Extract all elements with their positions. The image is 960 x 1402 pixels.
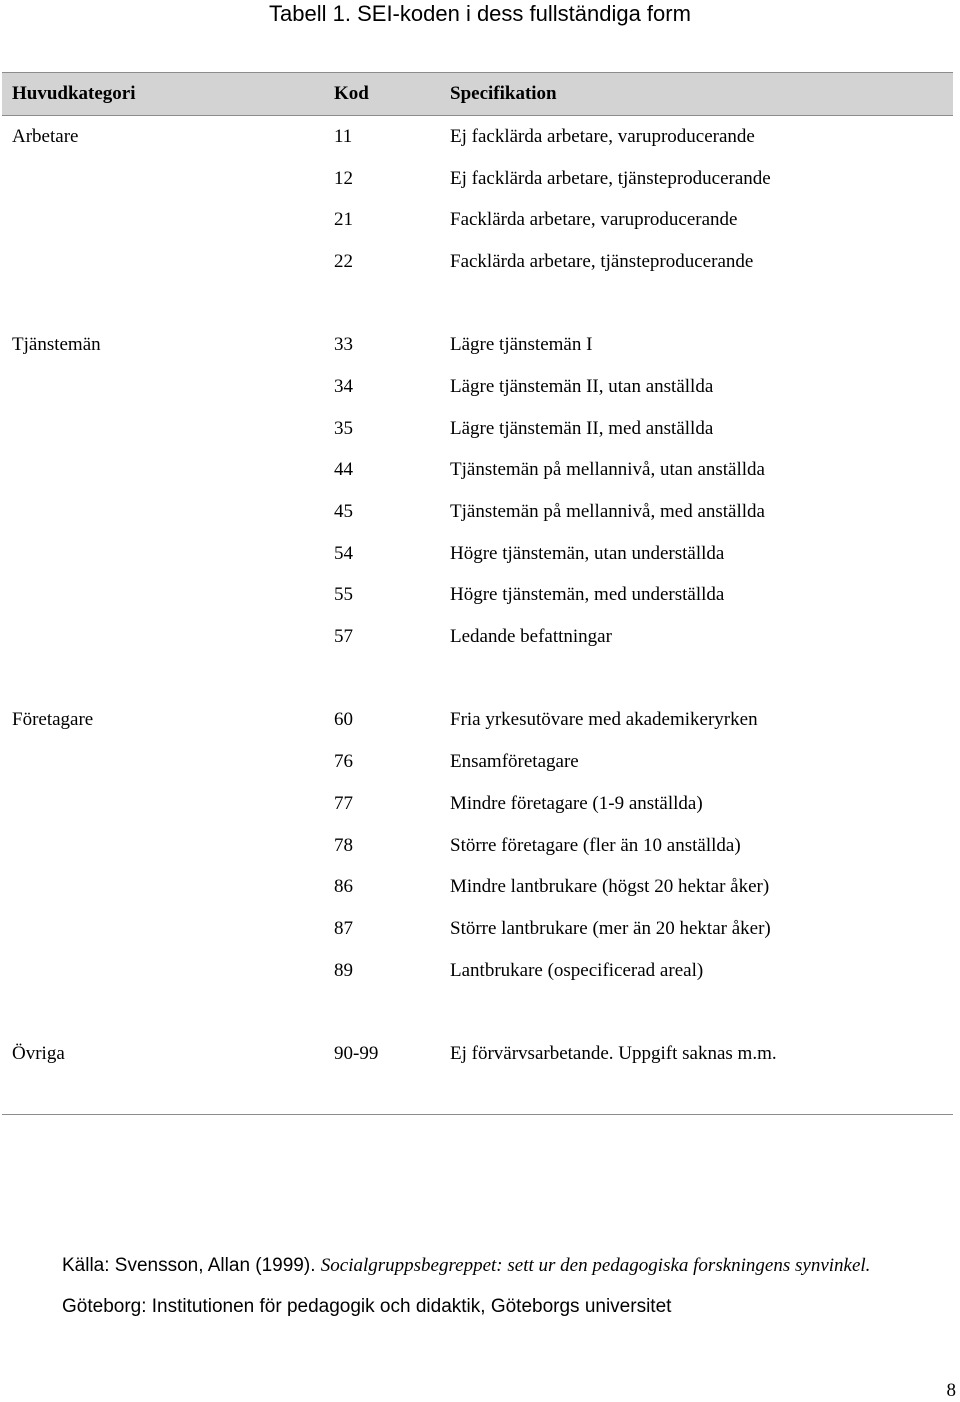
source-note xyxy=(62,1245,870,1327)
code-cell: 12 xyxy=(334,167,353,189)
spec-cell: Ledande befattningar xyxy=(450,626,612,648)
code-cell: 60 xyxy=(334,709,353,731)
spec-cell: Mindre lantbrukare (högst 20 hektar åker) xyxy=(450,876,770,898)
spec-cell: Ej facklärda arbetare, varuproducerande xyxy=(450,125,755,147)
table-row xyxy=(2,616,953,658)
spec-cell: Lägre tjänstemän II, utan anställda xyxy=(450,375,714,397)
code-cell: 33 xyxy=(334,334,353,356)
spec-cell: Större lantbrukare (mer än 20 hektar åker) xyxy=(450,917,771,939)
category-cell: Företagare xyxy=(12,709,94,731)
header-specifikation: Specifikation xyxy=(450,83,557,104)
source-line-1 xyxy=(62,1245,870,1286)
spec-cell: Lantbrukare (ospecificerad areal) xyxy=(450,959,704,981)
code-cell: 54 xyxy=(334,542,353,564)
code-cell: 78 xyxy=(334,834,353,856)
spec-cell: Facklärda arbetare, tjänsteproducerande xyxy=(450,250,754,272)
code-cell: 11 xyxy=(334,125,353,147)
table-bottom-rule xyxy=(2,1114,953,1115)
spec-cell: Lägre tjänstemän II, med anställda xyxy=(450,417,714,439)
category-cell: Arbetare xyxy=(12,125,79,147)
spec-cell: Större företagare (fler än 10 anställda) xyxy=(450,834,741,856)
table-row xyxy=(2,700,953,742)
code-cell: 44 xyxy=(334,459,353,481)
table-row xyxy=(2,825,953,867)
code-cell: 90-99 xyxy=(334,1042,379,1064)
code-cell: 89 xyxy=(334,959,353,981)
table-row xyxy=(2,533,953,575)
code-cell: 55 xyxy=(334,584,353,606)
code-cell: 21 xyxy=(334,209,353,231)
spec-cell: Ensamföretagare xyxy=(450,751,579,773)
group-spacer xyxy=(2,991,953,1033)
code-cell: 45 xyxy=(334,501,353,523)
source-line-2: Göteborg: Institutionen för pedagogik och didaktik, Göteborgs universitet xyxy=(62,1296,672,1317)
table-row xyxy=(2,866,953,908)
spec-cell: Högre tjänstemän, med underställda xyxy=(450,584,725,606)
table-row xyxy=(2,408,953,450)
header-kod: Kod xyxy=(334,83,369,104)
table-body xyxy=(2,116,953,1075)
spec-cell: Tjänstemän på mellannivå, med anställda xyxy=(450,501,765,523)
spec-cell: Mindre företagare (1-9 anställda) xyxy=(450,792,703,814)
table-header xyxy=(2,72,953,116)
table-row xyxy=(2,450,953,492)
spec-cell: Ej förvärvsarbetande. Uppgift saknas m.m. xyxy=(450,1042,777,1064)
spec-cell: Tjänstemän på mellannivå, utan anställda xyxy=(450,459,765,481)
table-caption: Tabell 1. SEI-koden i dess fullständiga form xyxy=(269,1,691,26)
group-spacer xyxy=(2,658,953,700)
spec-cell: Fria yrkesutövare med akademikeryrken xyxy=(450,709,758,731)
table-row xyxy=(2,908,953,950)
code-cell: 34 xyxy=(334,375,353,397)
table-row xyxy=(2,324,953,366)
spec-cell: Högre tjänstemän, utan underställda xyxy=(450,542,725,564)
table-row xyxy=(2,199,953,241)
spec-cell: Facklärda arbetare, varuproducerande xyxy=(450,209,738,231)
code-cell: 22 xyxy=(334,250,353,272)
code-cell: 35 xyxy=(334,417,353,439)
table-row xyxy=(2,783,953,825)
header-huvudkategori: Huvudkategori xyxy=(12,83,136,104)
source-title: Socialgruppsbegreppet: sett ur den pedagogiska forskningens synvinkel. xyxy=(320,1255,871,1276)
category-cell: Övriga xyxy=(12,1042,65,1064)
table-row xyxy=(2,491,953,533)
code-cell: 76 xyxy=(334,751,353,773)
table-row xyxy=(2,116,953,158)
code-cell: 87 xyxy=(334,917,353,939)
category-cell: Tjänstemän xyxy=(12,334,101,356)
table-row xyxy=(2,950,953,992)
page-number: 8 xyxy=(946,1380,956,1401)
source-prefix: Källa: Svensson, Allan (1999). xyxy=(62,1255,321,1276)
code-cell: 86 xyxy=(334,876,353,898)
table-row xyxy=(2,158,953,200)
code-cell: 57 xyxy=(334,626,353,648)
table-row xyxy=(2,741,953,783)
table-row xyxy=(2,1033,953,1075)
table-row xyxy=(2,366,953,408)
sei-code-table xyxy=(2,72,953,1075)
group-spacer xyxy=(2,283,953,325)
spec-cell: Ej facklärda arbetare, tjänsteproducerande xyxy=(450,167,771,189)
spec-cell: Lägre tjänstemän I xyxy=(450,334,593,356)
code-cell: 77 xyxy=(334,792,353,814)
table-row xyxy=(2,575,953,617)
table-row xyxy=(2,241,953,283)
